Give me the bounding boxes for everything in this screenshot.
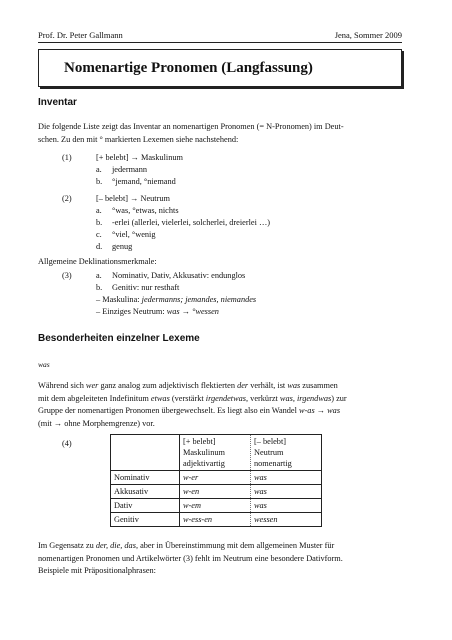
italic-term: wer (85, 381, 99, 390)
example-number: (1) (62, 153, 72, 162)
text-run: Im Gegensatz zu (38, 541, 96, 550)
table-header-cell (180, 435, 251, 471)
italic-term: was (287, 381, 301, 390)
was-paragraph (38, 380, 400, 430)
italic-term: etwas (150, 393, 170, 403)
list-label: c. (96, 230, 102, 239)
page-title: Nomenartige Pronomen (Langfassung) (64, 59, 313, 76)
table-row (111, 485, 322, 499)
header-line: adjektivartig (183, 459, 225, 468)
text-run: (verstärkt (169, 393, 206, 403)
table-cell: w-en (180, 485, 251, 499)
text-run: ganz analog zum adjektivisch flektierten (98, 381, 238, 390)
table-row (111, 513, 322, 527)
table-row (111, 499, 322, 513)
list-item: Genitiv: nur resthaft (112, 283, 180, 292)
header-line: Maskulinum (183, 448, 225, 457)
dash-text: – Maskulina: (96, 295, 142, 304)
paragraph-line (38, 393, 400, 406)
italic-term: was, irgendwas (279, 393, 332, 403)
declension-table (110, 434, 322, 527)
section-heading-besonderheiten: Besonderheiten einzelner Lexeme (38, 333, 200, 344)
declension-heading: Allgemeine Deklinationsmerkmale: (38, 257, 157, 266)
list-item: °viel, °wenig (112, 230, 156, 239)
table-corner-cell (111, 435, 180, 471)
dash-italic: °wessen (192, 307, 219, 316)
paragraph-line (38, 405, 400, 418)
row-label: Nominativ (111, 471, 180, 485)
table-cell: was (251, 471, 322, 485)
italic-term: der, die, das (95, 541, 136, 550)
list-label: b. (96, 218, 103, 227)
italic-term: was (327, 406, 341, 415)
list-item: jedermann (112, 165, 148, 174)
table-row (111, 471, 322, 485)
row-label: Akkusativ (111, 485, 180, 499)
header-line: nomenartig (254, 459, 292, 468)
text-run: , verkürzt (246, 393, 280, 403)
list-label: a. (96, 165, 102, 174)
paragraph-line (38, 540, 400, 553)
list-label: a. (96, 206, 102, 215)
intro-paragraph (38, 121, 400, 146)
italic-term: irgendetwas (205, 393, 247, 403)
table-cell: w-er (180, 471, 251, 485)
text-run: → (314, 406, 328, 415)
dash-italic: was (166, 307, 180, 316)
text-run: verhält, ist (248, 381, 288, 390)
example-feature: [+ belebt] → Maskulinum (96, 153, 183, 162)
intro-line: Die folgende Liste zeigt das Inventar an nomenartigen Pronomen (= N-Pronomen) im Deut- (38, 122, 344, 131)
header-date: Jena, Sommer 2009 (334, 30, 402, 40)
table-cell: was (251, 499, 322, 513)
list-label: b. (96, 283, 103, 292)
example-number: (3) (62, 271, 72, 280)
list-item: °was, °etwas, nichts (112, 206, 179, 215)
text-run: mit dem abgeleiteten Indefinitum (38, 393, 151, 403)
table-cell: w-em (180, 499, 251, 513)
page-header (38, 30, 402, 40)
dash-text: – Einziges Neutrum: (96, 307, 167, 316)
text-run: ) zur (331, 393, 347, 403)
section-heading-inventar: Inventar (38, 97, 77, 108)
example-feature: [– belebt] → Neutrum (96, 194, 170, 203)
list-item: -erlei (allerlei, vielerlei, solcherlei, dreierlei …) (112, 218, 271, 227)
row-label: Genitiv (111, 513, 180, 527)
arrow: → (179, 307, 193, 316)
example-number: (4) (62, 439, 72, 448)
list-item: °jemand, °niemand (112, 177, 176, 186)
list-label: b. (96, 177, 103, 186)
list-label: d. (96, 242, 103, 251)
header-line: [– belebt] (254, 437, 287, 446)
example-number: (2) (62, 194, 72, 203)
header-line: Neutrum (254, 448, 284, 457)
list-item: genug (112, 242, 133, 251)
header-line: [+ belebt] (183, 437, 216, 446)
paragraph-line: Beispiele mit Präpositionalphrasen: (38, 566, 156, 575)
header-author: Prof. Dr. Peter Gallmann (38, 30, 123, 40)
subheading-was: was (38, 360, 50, 369)
list-item: Nominativ, Dativ, Akkusativ: endunglos (112, 271, 246, 280)
list-dash-item (96, 294, 256, 306)
table-cell: wessen (251, 513, 322, 527)
list-dash-item (96, 306, 219, 318)
text-run: zusammen (300, 381, 338, 390)
paragraph-line: nomenartigen Pronomen und Artikelwörter (3) fehlt im Neutrum eine besondere Dativform. (38, 553, 343, 563)
text-run: Während sich (38, 381, 86, 390)
intro-line: schen. Zu den mit ° markierten Lexemen siehe nachstehend: (38, 134, 239, 144)
title-box (38, 49, 402, 87)
dash-italic: jedermanns; jemandes, niemandes (141, 295, 257, 304)
list-label: a. (96, 271, 102, 280)
table-header-row (111, 435, 322, 471)
row-label: Dativ (111, 499, 180, 513)
table-cell: was (251, 485, 322, 499)
table-cell: w-ess-en (180, 513, 251, 527)
header-rule (38, 42, 402, 43)
table-header-cell (251, 435, 322, 471)
paragraph-line: (mit → ohne Morphemgrenze) vor. (38, 418, 155, 428)
after-table-paragraph (38, 540, 400, 578)
paragraph-line (38, 380, 400, 393)
italic-term: der (237, 381, 249, 390)
text-run: , aber in Übereinstimmung mit dem allgemeinen Muster für (135, 541, 335, 550)
italic-term: w-as (299, 406, 315, 415)
text-run: Gruppe der nomenartigen Pronomen übergewechselt. Es liegt also ein Wandel (38, 406, 299, 415)
